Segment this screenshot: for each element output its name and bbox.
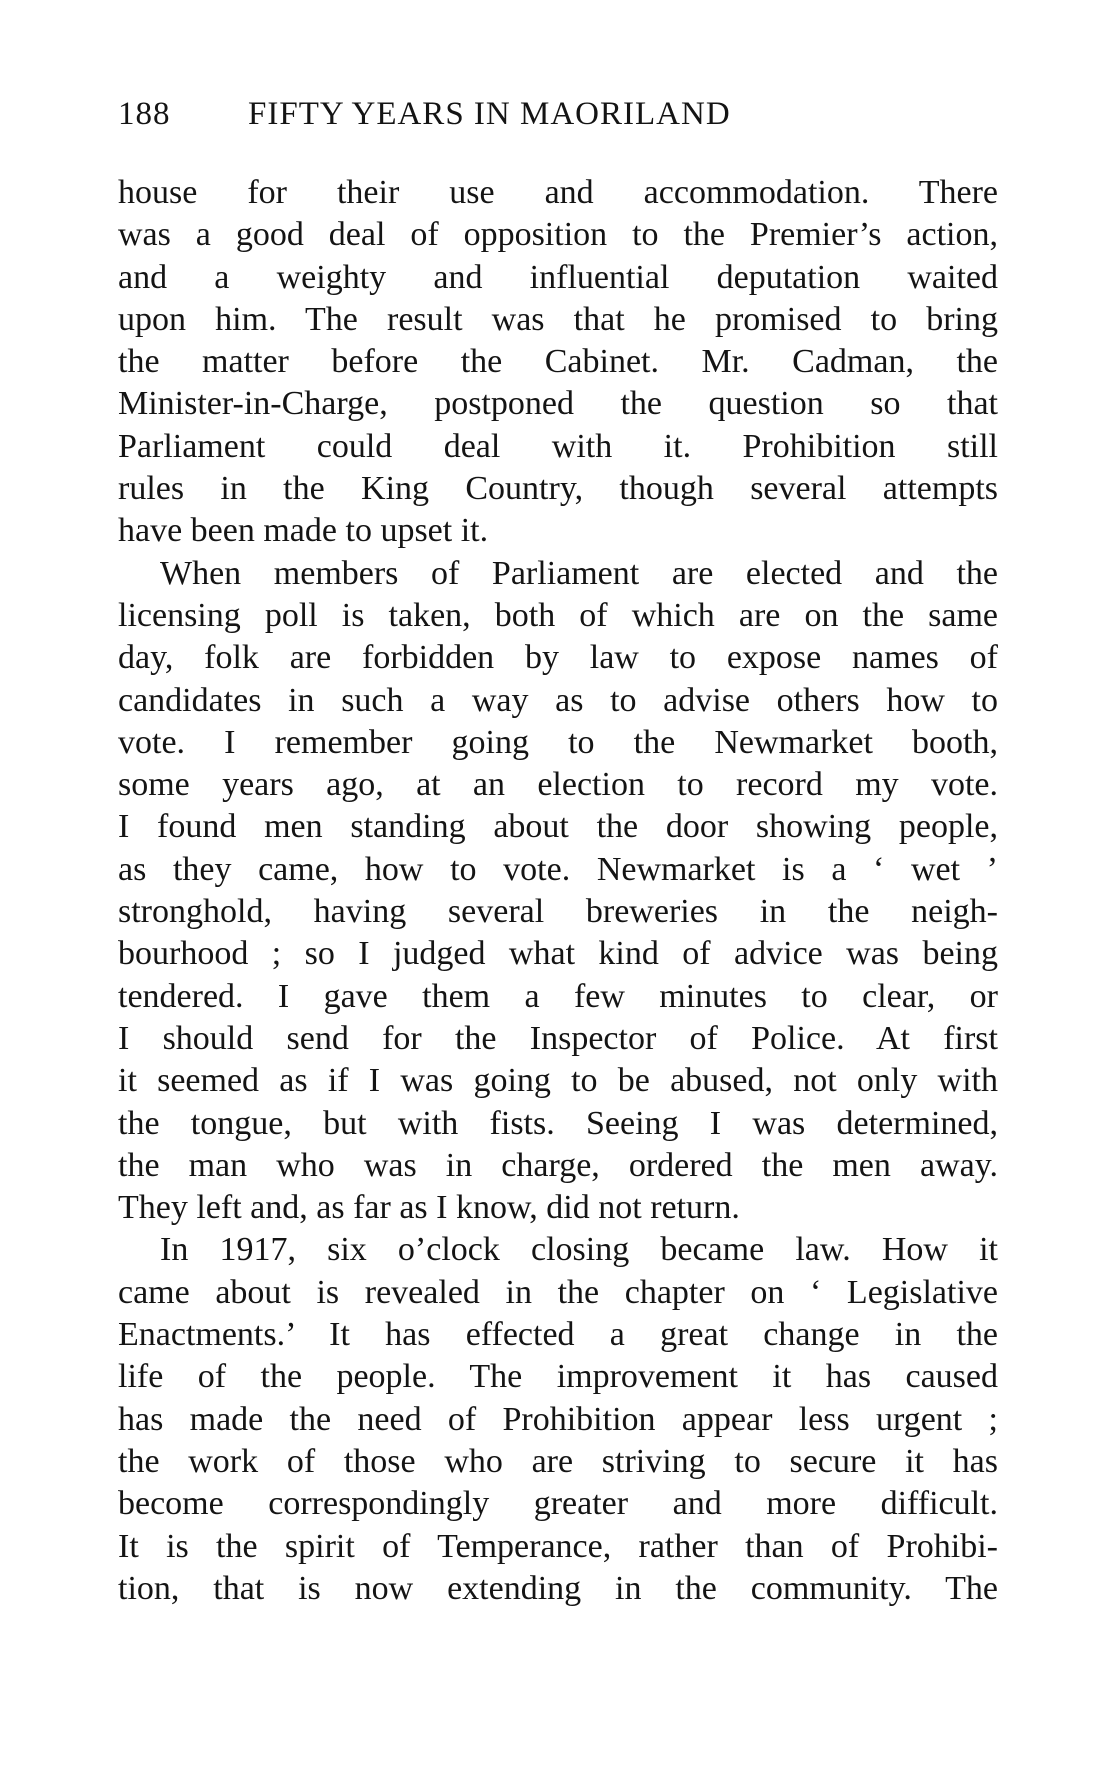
- text-line: has made the need of Prohibition appear less urgent ;: [118, 1400, 998, 1438]
- text-line: tendered. I gave them a few minutes to clear, or: [118, 977, 998, 1015]
- text-line: In 1917, six o’clock closing became law. How it: [160, 1231, 998, 1269]
- text-line: it seemed as if I was going to be abused, not only with: [118, 1062, 998, 1100]
- text-line: some years ago, at an election to record my vote.: [118, 766, 998, 804]
- body-text: [118, 172, 998, 1610]
- text-line: the tongue, but with fists. Seeing I was determined,: [118, 1104, 998, 1142]
- text-line: house for their use and accommodation. There: [118, 174, 998, 211]
- text-line: bourhood ; so I judged what kind of advice was being: [118, 935, 998, 973]
- text-line: candidates in such a way as to advise others how to: [118, 681, 998, 719]
- page-number: 188: [118, 96, 171, 132]
- text-line: upon him. The result was that he promised to bring: [118, 300, 998, 338]
- text-line: the matter before the Cabinet. Mr. Cadman, the: [118, 343, 998, 381]
- text-line: as they came, how to vote. Newmarket is a ‘ wet ’: [118, 850, 998, 888]
- text-line: stronghold, having several breweries in the neigh-: [118, 893, 998, 931]
- text-line: the work of those who are striving to secure it has: [118, 1442, 998, 1480]
- text-line: rules in the King Country, though several attempts: [118, 470, 998, 508]
- text-line: vote. I remember going to the Newmarket booth,: [118, 723, 998, 761]
- text-line: the man who was in charge, ordered the men away.: [118, 1146, 998, 1184]
- text-line: Minister-in-Charge, postponed the question so that: [118, 385, 998, 423]
- text-line: and a weighty and influential deputation waited: [118, 258, 998, 296]
- text-line: life of the people. The improvement it has caused: [118, 1358, 998, 1396]
- text-line: came about is revealed in the chapter on ‘ Legislative: [118, 1273, 998, 1311]
- running-head: [118, 96, 731, 133]
- text-line: It is the spirit of Temperance, rather than of Prohibi-: [118, 1527, 998, 1565]
- text-line: I should send for the Inspector of Police. At first: [118, 1019, 998, 1057]
- text-line: licensing poll is taken, both of which are on the same: [118, 596, 998, 634]
- running-title: FIFTY YEARS IN MAORILAND: [248, 96, 731, 132]
- text-line: I found men standing about the door showing people,: [118, 808, 998, 846]
- text-line: have been made to upset it.: [118, 512, 489, 550]
- text-line: They left and, as far as I know, did not return.: [118, 1189, 740, 1227]
- text-line: When members of Parliament are elected and the: [160, 554, 998, 592]
- text-line: was a good deal of opposition to the Premier’s action,: [118, 216, 998, 254]
- text-line: Enactments.’ It has effected a great change in the: [118, 1316, 998, 1354]
- text-line: day, folk are forbidden by law to expose names of: [118, 639, 998, 677]
- text-line: tion, that is now extending in the community. The: [118, 1569, 998, 1607]
- text-line: Parliament could deal with it. Prohibition still: [118, 427, 998, 465]
- text-line: become correspondingly greater and more difficult.: [118, 1485, 998, 1523]
